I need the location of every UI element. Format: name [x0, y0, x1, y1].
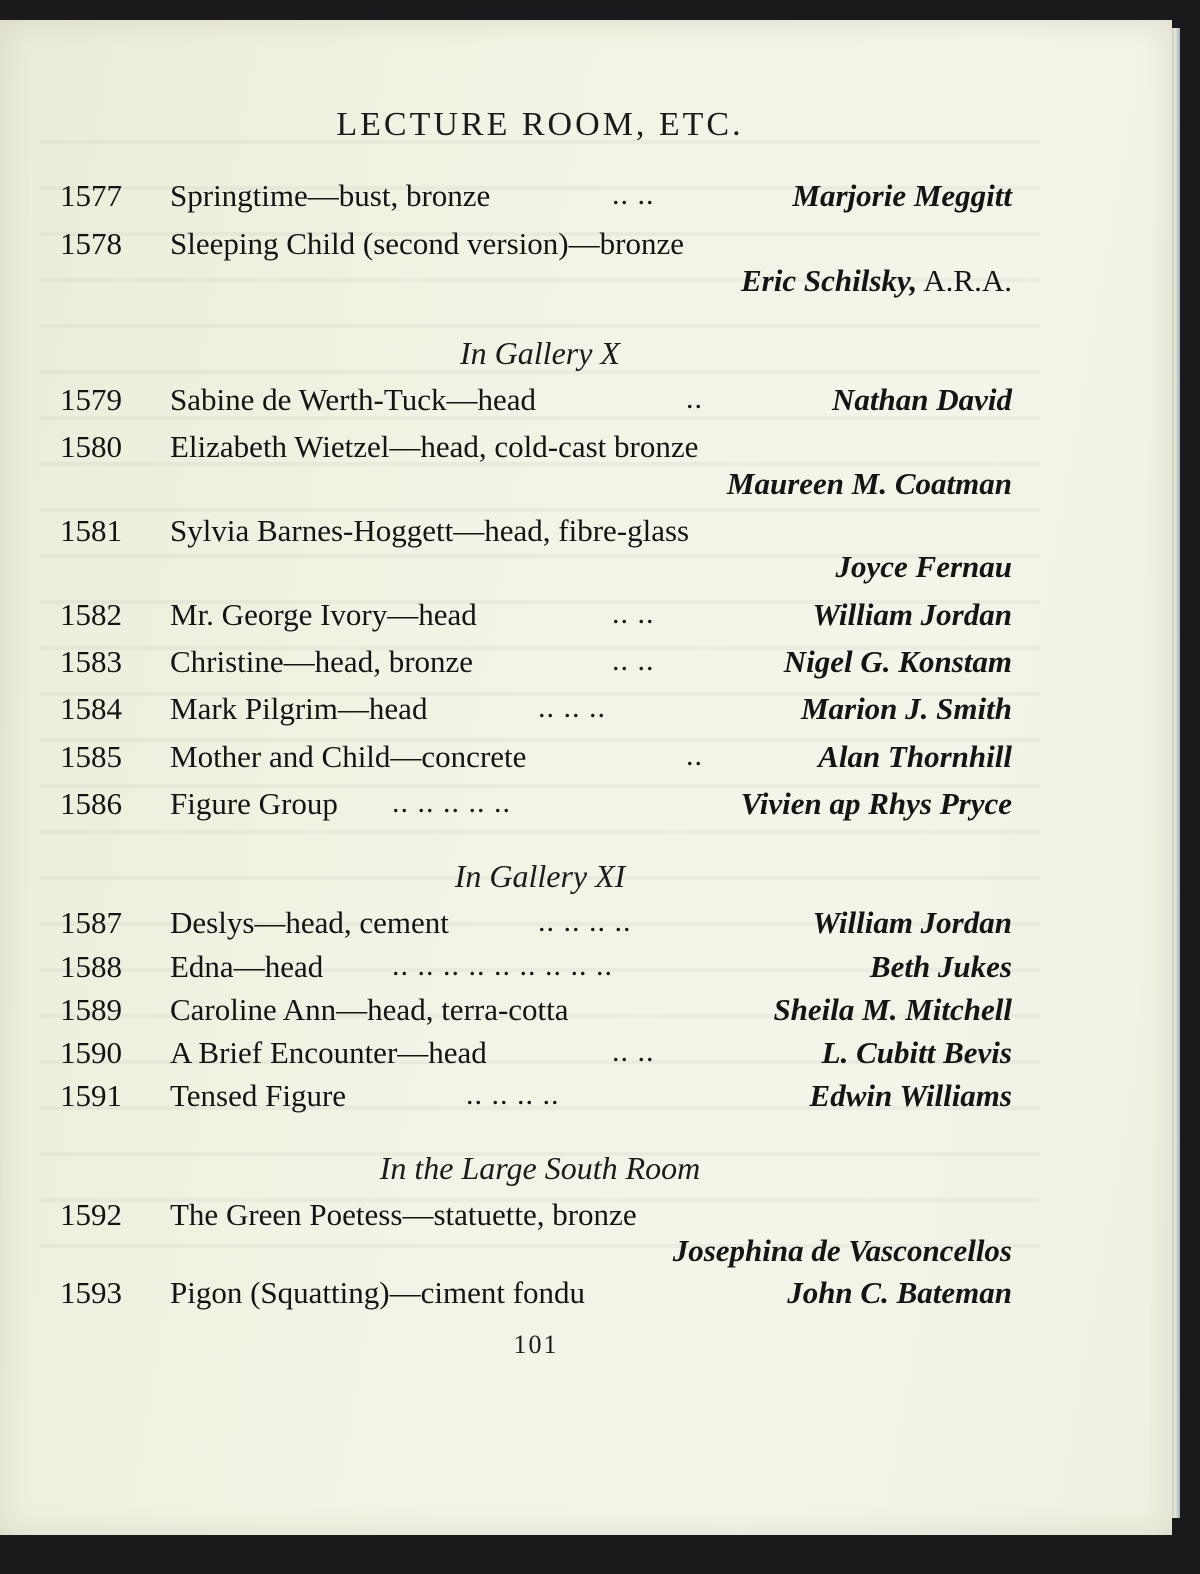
work-title: Sylvia Barnes-Hoggett	[170, 513, 454, 548]
entry-row	[0, 992, 1200, 1036]
work-title: Tensed Figure	[170, 1078, 347, 1113]
entry-title	[170, 949, 323, 985]
work-title: Christine	[170, 644, 284, 679]
work-description: —head	[446, 382, 537, 417]
entry-row	[0, 905, 1200, 949]
leader-dots: .. ..	[612, 178, 655, 211]
work-title: Mr. George Ivory	[170, 597, 388, 632]
entry-number: 1586	[60, 786, 122, 821]
entry-number: 1591	[60, 1078, 122, 1113]
entry-title	[170, 1197, 637, 1233]
entry-number: 1587	[60, 905, 122, 940]
leader-dots: .. ..	[612, 644, 655, 677]
artist-name: William Jordan	[812, 905, 1012, 940]
artist-name: William Jordan	[812, 597, 1012, 632]
entry-title	[170, 905, 449, 941]
leader-dots: .. .. .. .. ..	[392, 786, 511, 819]
artist-name	[741, 263, 1012, 299]
work-description: —head	[337, 691, 428, 726]
leader-dots: .. .. ..	[538, 691, 606, 724]
leader-dots: .. .. .. ..	[538, 905, 632, 938]
artist-honours: A.R.A.	[917, 263, 1012, 298]
artist-name: Vivien ap Rhys Pryce	[740, 786, 1012, 821]
entry-number: 1580	[60, 429, 122, 464]
work-description: —head	[233, 949, 324, 984]
entry-title	[170, 178, 490, 214]
work-title: The Green Poetess	[170, 1197, 403, 1232]
entry-row	[0, 178, 1200, 222]
entry-title	[170, 1078, 346, 1114]
work-title: Mother and Child	[170, 739, 391, 774]
leader-dots: .. .. .. .. .. .. .. .. ..	[392, 949, 613, 982]
page-number: 101	[513, 1330, 559, 1359]
artist-name: Maureen M. Coatman	[726, 466, 1012, 501]
work-title: Pigon (Squatting)	[170, 1275, 390, 1310]
entry-number: 1584	[60, 691, 122, 726]
section-heading-gallery-x: In Gallery X	[460, 335, 620, 371]
entry-title	[170, 1035, 487, 1071]
work-title: Edna	[170, 949, 234, 984]
entry-number: 1590	[60, 1035, 122, 1070]
entry-number: 1592	[60, 1197, 122, 1232]
artist-name: Edwin Williams	[809, 1078, 1012, 1113]
entry-row	[0, 1275, 1200, 1319]
work-description: —head, cold-cast bronze	[389, 429, 699, 464]
leader-dots: .. ..	[612, 597, 655, 630]
entry-title	[170, 429, 698, 465]
work-description: —head, terra-cotta	[336, 992, 569, 1027]
artist-name: Marjorie Meggitt	[792, 178, 1012, 213]
work-title: Caroline Ann	[170, 992, 337, 1027]
work-description: —head, cement	[254, 905, 449, 940]
entry-title	[170, 597, 477, 633]
artist-name: Beth Jukes	[869, 949, 1012, 984]
work-description: —statuette, bronze	[402, 1197, 637, 1232]
leader-dots: ..	[686, 382, 703, 415]
entry-number: 1581	[60, 513, 122, 548]
entry-artist-line	[0, 466, 1200, 510]
artist-name: Marion J. Smith	[800, 691, 1012, 726]
entry-row	[0, 691, 1200, 735]
work-description: —head, bronze	[283, 644, 474, 679]
entry-number: 1583	[60, 644, 122, 679]
artist-name: John C. Bateman	[787, 1275, 1012, 1310]
entry-number: 1588	[60, 949, 122, 984]
entry-title	[170, 382, 536, 418]
entry-row	[0, 597, 1200, 641]
entry-number: 1579	[60, 382, 122, 417]
entry-row	[0, 949, 1200, 993]
work-title: Springtime	[170, 178, 308, 213]
entry-title	[170, 1275, 585, 1311]
artist-name: Nathan David	[832, 382, 1012, 417]
leader-dots: ..	[686, 739, 703, 772]
work-title: Deslys	[170, 905, 255, 940]
work-description: —head	[397, 1035, 487, 1070]
entry-number: 1582	[60, 597, 122, 632]
artist-name: L. Cubitt Bevis	[821, 1035, 1012, 1070]
artist-name: Sheila M. Mitchell	[773, 992, 1012, 1027]
entry-row	[0, 1078, 1200, 1122]
artist-name: Alan Thornhill	[818, 739, 1012, 774]
work-description: —head, fibre-glass	[453, 513, 690, 548]
entry-artist-line	[0, 263, 1200, 307]
artist-name: Joyce Fernau	[835, 549, 1012, 584]
work-title: Sabine de Werth-Tuck	[170, 382, 447, 417]
leader-dots: .. .. .. ..	[466, 1078, 560, 1111]
entry-title	[170, 786, 338, 822]
entry-number: 1578	[60, 226, 122, 261]
artist-name: Nigel G. Konstam	[783, 644, 1012, 679]
work-description: —bronze	[568, 226, 684, 261]
work-title: Figure Group	[170, 786, 338, 821]
work-title: Sleeping Child (second version)	[170, 226, 569, 261]
entry-number: 1577	[60, 178, 122, 213]
entry-row	[0, 382, 1200, 426]
work-description: —head	[387, 597, 477, 632]
work-description: —bust, bronze	[307, 178, 491, 213]
entry-number: 1585	[60, 739, 122, 774]
section-heading-gallery-xi: In Gallery XI	[454, 858, 626, 894]
entry-row	[0, 786, 1200, 830]
entry-title	[170, 992, 569, 1028]
entry-row	[0, 1035, 1200, 1079]
entry-artist-line	[0, 1233, 1200, 1277]
work-title: Elizabeth Wietzel	[170, 429, 390, 464]
entry-number: 1589	[60, 992, 122, 1027]
entry-title	[170, 644, 473, 680]
entry-title	[170, 739, 526, 775]
entry-title	[170, 691, 427, 727]
entry-row	[0, 739, 1200, 783]
work-description: —ciment fondu	[389, 1275, 586, 1310]
artist-name: Josephina de Vasconcellos	[672, 1233, 1012, 1268]
entry-number: 1593	[60, 1275, 122, 1310]
work-description: —concrete	[390, 739, 527, 774]
entry-title	[170, 513, 689, 549]
entry-title	[170, 226, 684, 262]
page-title: LECTURE ROOM, ETC.	[336, 106, 744, 143]
work-title: A Brief Encounter	[170, 1035, 398, 1070]
work-title: Mark Pilgrim	[170, 691, 338, 726]
artist-name-text: Eric Schilsky,	[740, 263, 918, 298]
entry-artist-line	[0, 549, 1200, 593]
section-heading-large-south-room: In the Large South Room	[379, 1150, 701, 1186]
leader-dots: .. ..	[612, 1035, 655, 1068]
entry-row	[0, 644, 1200, 688]
